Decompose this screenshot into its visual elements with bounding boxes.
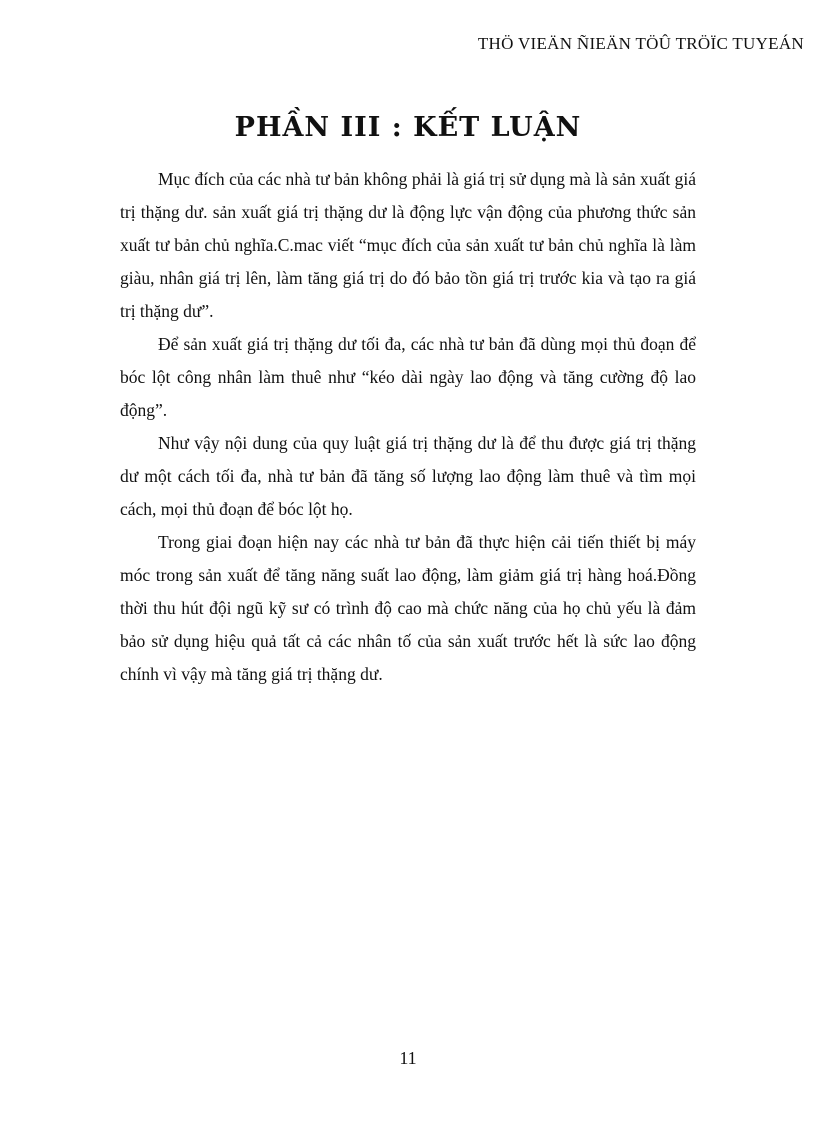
body-text [120, 163, 696, 691]
running-header: THÖ VIEÄN ÑIEÄN TÖÛ TRÖÏC TUYEÁN [477, 34, 804, 53]
paragraph-3: Như vậy nội dung của quy luật giá trị thặng dư là để thu được giá trị thặng dư một cách tối đa, nhà tư bản đã tăng số lượng lao động làm thuê và tìm mọi cách, mọi thủ đoạn để bóc lột họ. [120, 433, 696, 519]
page-number: 11 [399, 1048, 417, 1068]
paragraph-4: Trong giai đoạn hiện nay các nhà tư bản đã thực hiện cải tiến thiết bị máy móc trong sản xuất để tăng năng suất lao động, làm giảm giá trị hàng hoá.Đồng thời thu hút đội ngũ kỹ sư có trình độ cao mà chức năng của họ chủ yếu là đảm bảo sử dụng hiệu quả tất cả các nhân tố của sản xuất trước hết là sức lao động chính vì vậy mà tăng giá trị thặng dư. [120, 532, 696, 684]
paragraph-2: Để sản xuất giá trị thặng dư tối đa, các nhà tư bản đã dùng mọi thủ đoạn để bóc lột công nhân làm thuê như “kéo dài ngày lao động và tăng cường độ lao động”. [120, 334, 696, 420]
paragraph-1: Mục đích của các nhà tư bản không phải là giá trị sử dụng mà là sản xuất giá trị thặng dư. sản xuất giá trị thặng dư là động lực vận động của phương thức sản xuất tư bản chủ nghĩa.C.mac viết “mục đích của sản xuất tư bản chủ nghĩa là làm giàu, nhân giá trị lên, làm tăng giá trị do đó bảo tồn giá trị trước kia và tạo ra giá trị thặng dư”. [120, 169, 696, 321]
section-title: PHẦN III : KẾT LUẬN [234, 112, 582, 143]
